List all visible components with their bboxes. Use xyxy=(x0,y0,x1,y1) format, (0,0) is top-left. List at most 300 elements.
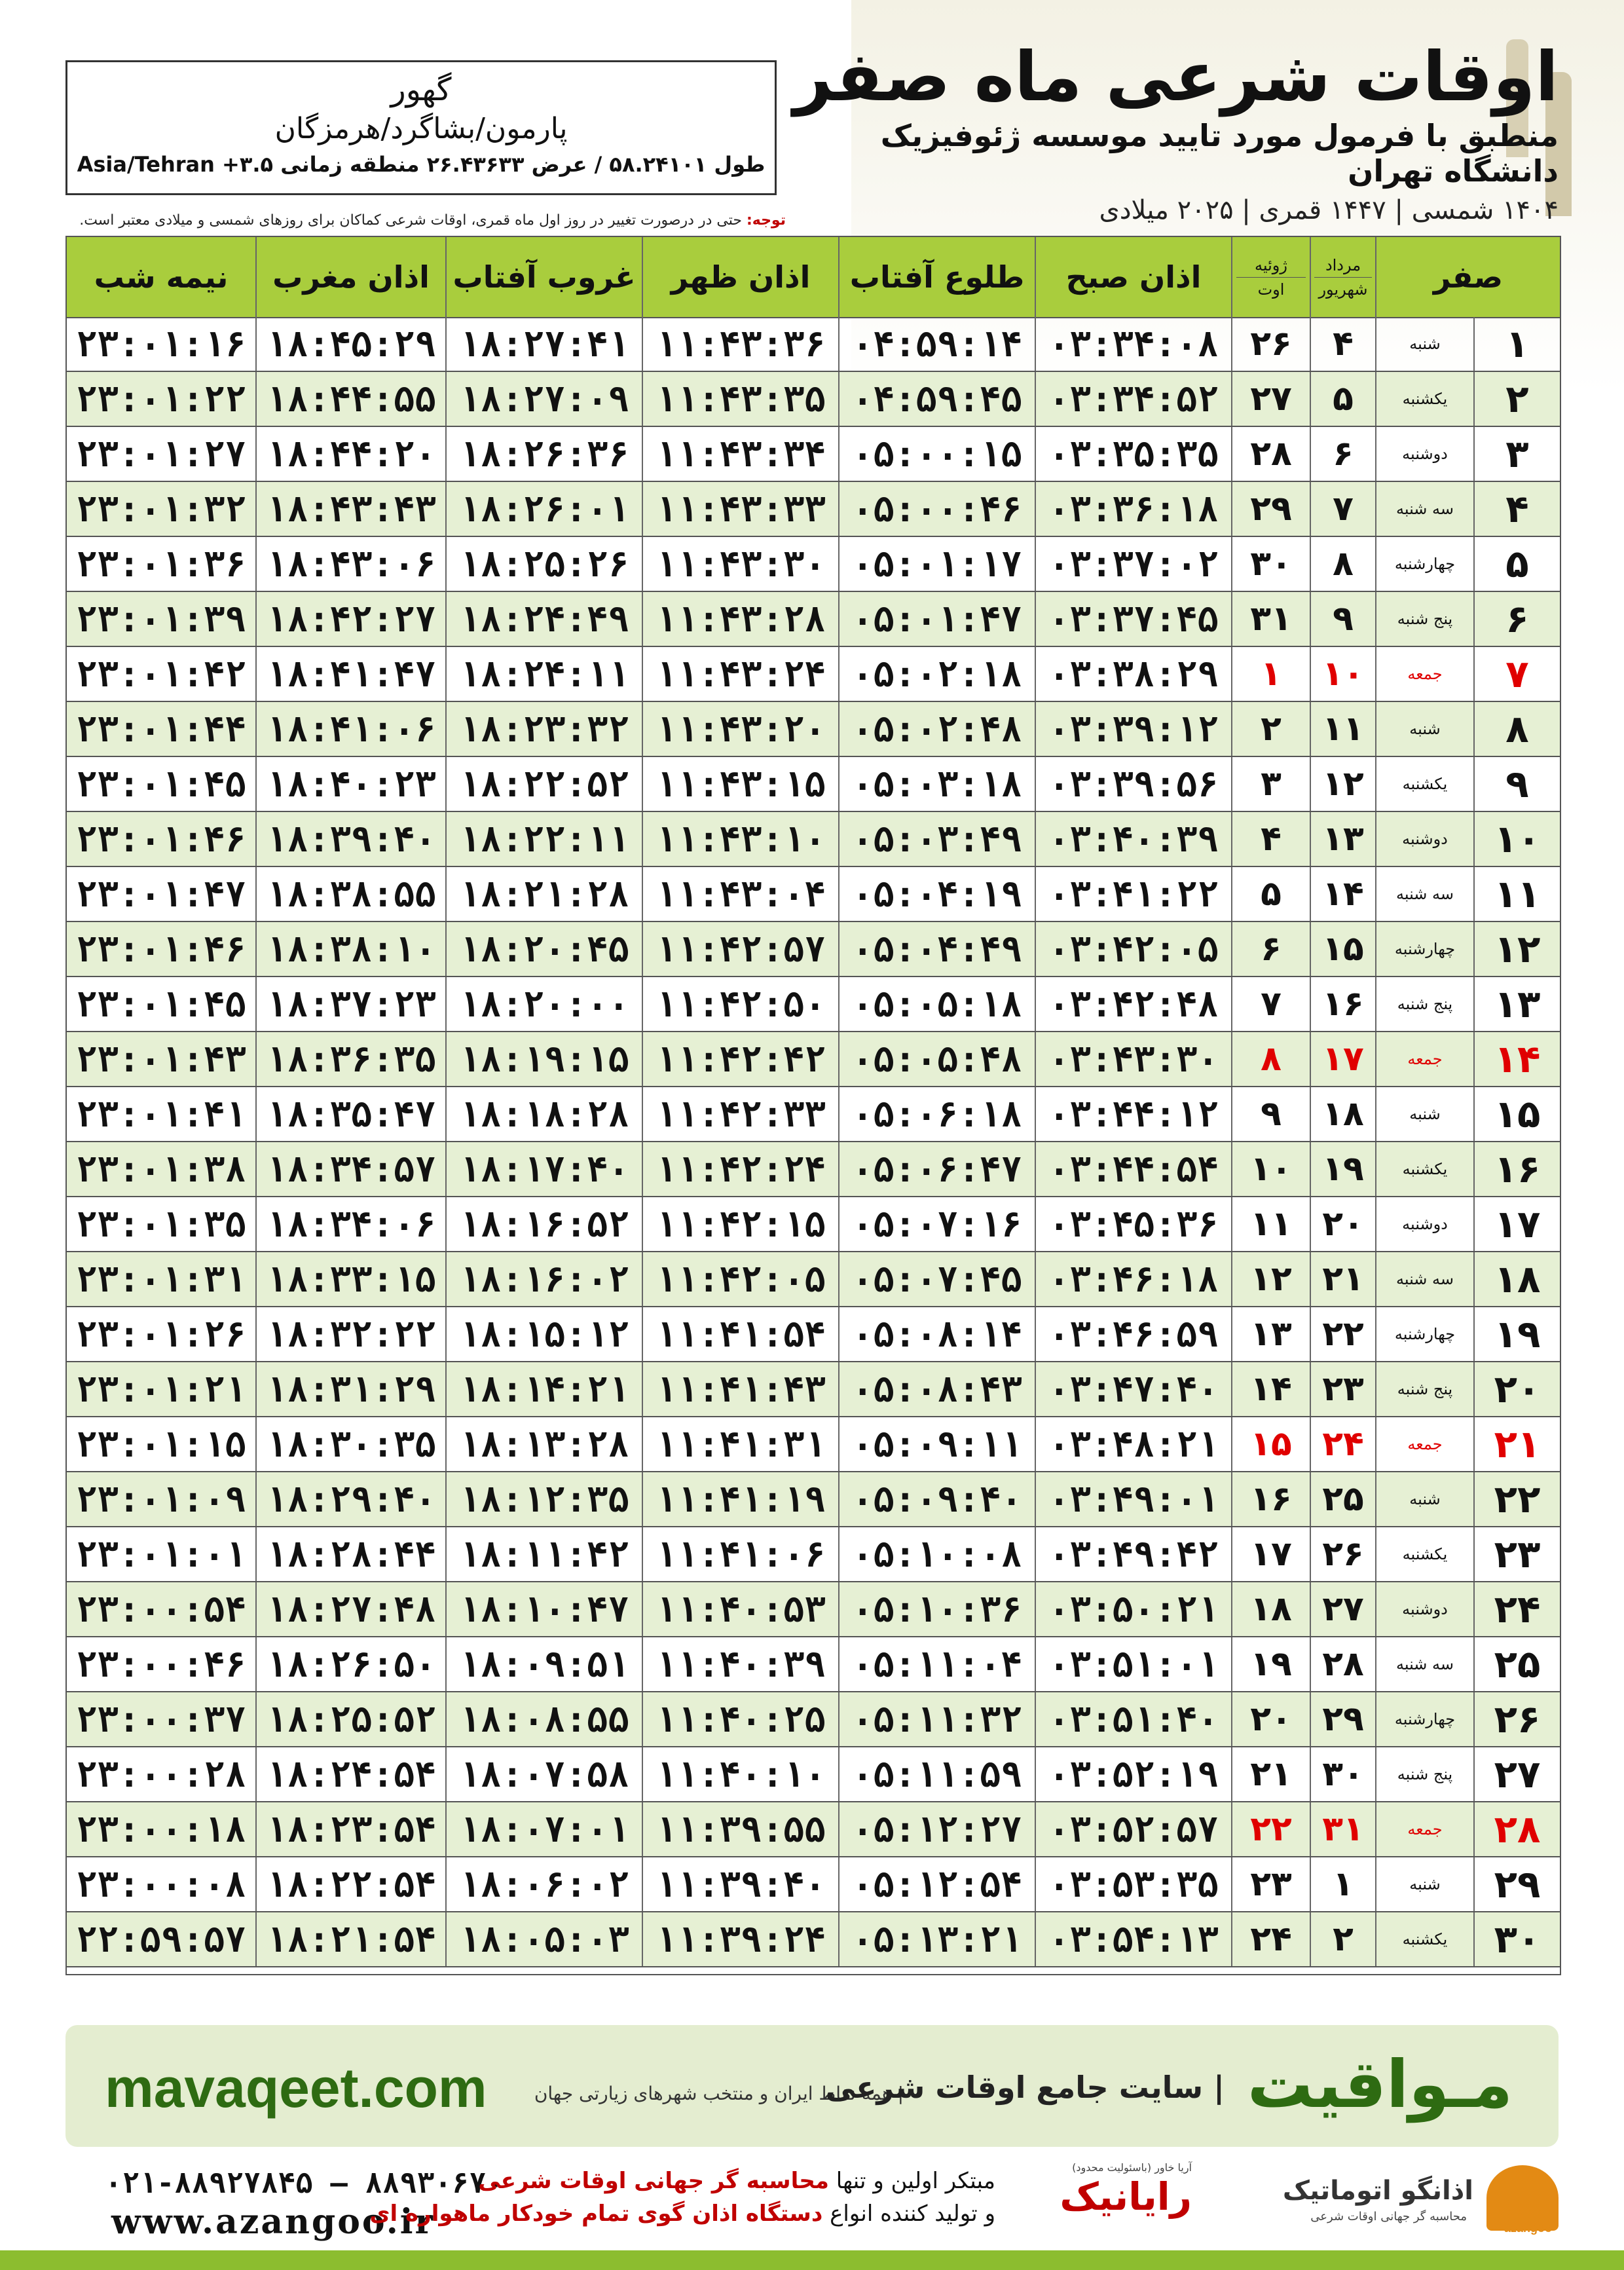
cell-fajr xyxy=(1036,1417,1232,1471)
cell-midnight xyxy=(67,1252,257,1306)
cell-dhuhr-value: ۱۱:۴۳:۱۰ xyxy=(655,818,826,860)
cell-midnight xyxy=(67,702,257,756)
cell-fajr xyxy=(1036,317,1232,371)
banner-description: | همه نقاط ایران و منتخب شهرهای زیارتی جهان xyxy=(534,2083,904,2104)
mavaqeet-banner xyxy=(65,2025,1559,2147)
cell-sh xyxy=(1311,1637,1376,1691)
cell-wd xyxy=(1376,812,1475,866)
cell-sunset xyxy=(447,647,643,701)
cell-sunrise-value: ۰۵:۰۲:۱۸ xyxy=(851,653,1023,695)
cell-midnight-value: ۲۳:۰۱:۲۶ xyxy=(75,1313,247,1355)
cell-maghrib xyxy=(257,1307,447,1361)
cell-dhuhr xyxy=(643,1912,840,1966)
coordinates: طول ۵۸.۲۴۱۰۱ / عرض ۲۶.۴۳۶۳۳ منطقه زمانی ۳.۵+ Asia/Tehran xyxy=(77,152,766,177)
azangoo-logo-icon xyxy=(1486,2165,1559,2231)
cell-dhuhr xyxy=(643,867,840,921)
cell-midnight-value: ۲۳:۰۰:۴۶ xyxy=(75,1643,247,1685)
cell-fajr-value: ۰۳:۴۵:۳۶ xyxy=(1048,1203,1219,1245)
cell-wd-value: چهارشنبه xyxy=(1394,1710,1456,1728)
cell-ml xyxy=(1232,1582,1311,1636)
cell-d xyxy=(1475,1142,1560,1196)
cell-fajr-value: ۰۳:۴۰:۳۹ xyxy=(1048,818,1219,860)
cell-maghrib xyxy=(257,1472,447,1526)
cell-d xyxy=(1475,372,1560,426)
cell-wd-value: یکشنبه xyxy=(1402,1160,1448,1178)
cell-maghrib-value: ۱۸:۲۹:۴۰ xyxy=(265,1478,437,1520)
cell-wd xyxy=(1376,482,1475,536)
cell-midnight xyxy=(67,1417,257,1471)
cell-midnight-value: ۲۳:۰۱:۲۱ xyxy=(75,1368,247,1410)
cell-wd-value: چهارشنبه xyxy=(1394,940,1456,958)
cell-maghrib-value: ۱۸:۲۵:۵۲ xyxy=(265,1698,437,1740)
cell-wd-value: دوشنبه xyxy=(1402,1600,1448,1618)
cell-fajr xyxy=(1036,1032,1232,1086)
cell-d-value: ۳ xyxy=(1505,432,1529,476)
cell-ml-value: ۹ xyxy=(1261,1094,1282,1134)
table-row xyxy=(67,867,1560,922)
cell-dhuhr-value: ۱۱:۴۰:۳۹ xyxy=(655,1643,826,1685)
cell-sunrise-value: ۰۵:۱۱:۰۴ xyxy=(851,1643,1023,1685)
cell-dhuhr-value: ۱۱:۴۰:۱۰ xyxy=(655,1753,826,1795)
bottom-strip xyxy=(0,2250,1624,2270)
cell-sunrise xyxy=(840,1417,1036,1471)
col-sunset: غروب آفتاب xyxy=(447,237,643,317)
cell-sunset xyxy=(447,592,643,646)
cell-sunrise-value: ۰۵:۰۰:۱۵ xyxy=(851,433,1023,475)
cell-sunset-value: ۱۸:۰۶:۰۲ xyxy=(458,1863,630,1905)
cell-ml-value: ۲۲ xyxy=(1250,1810,1292,1849)
cell-sh xyxy=(1311,537,1376,591)
cell-fajr-value: ۰۳:۵۲:۵۷ xyxy=(1048,1808,1219,1850)
cell-sunset xyxy=(447,1692,643,1746)
cell-wd-value: جمعه xyxy=(1407,1050,1443,1068)
cell-sh xyxy=(1311,647,1376,701)
table-row xyxy=(67,1087,1560,1142)
col-dhuhr: اذان ظهر xyxy=(643,237,840,317)
cell-dhuhr-value: ۱۱:۴۱:۴۳ xyxy=(655,1368,826,1410)
cell-dhuhr-value: ۱۱:۴۳:۰۴ xyxy=(655,873,826,915)
cell-sh-value: ۱۶ xyxy=(1322,984,1364,1024)
cell-midnight xyxy=(67,1692,257,1746)
cell-sunset xyxy=(447,1912,643,1966)
azangoo-logo-label: azangoo xyxy=(1504,2222,1552,2235)
table-row xyxy=(67,537,1560,592)
cell-ml xyxy=(1232,757,1311,811)
cell-d-value: ۴ xyxy=(1505,487,1529,531)
cell-midnight-value: ۲۳:۰۱:۴۶ xyxy=(75,928,247,970)
cell-midnight xyxy=(67,482,257,536)
cell-maghrib xyxy=(257,977,447,1031)
banner-slogan: | سایت جامع اوقات شرعی xyxy=(825,2070,1225,2105)
cell-ml-value: ۱۷ xyxy=(1250,1535,1292,1574)
cell-wd-value: پنج شنبه xyxy=(1397,995,1453,1013)
cell-sh-value: ۲۳ xyxy=(1322,1369,1364,1409)
cell-sh-value: ۲ xyxy=(1333,1920,1354,1959)
cell-dhuhr-value: ۱۱:۴۱:۰۶ xyxy=(655,1533,826,1575)
cell-maghrib-value: ۱۸:۳۰:۳۵ xyxy=(265,1423,437,1465)
cell-sh xyxy=(1311,1087,1376,1141)
azangoo-url[interactable]: www.azangoo.ir xyxy=(111,2202,435,2242)
table-row xyxy=(67,1142,1560,1197)
cell-fajr-value: ۰۳:۳۵:۳۵ xyxy=(1048,433,1219,475)
cell-sunrise-value: ۰۵:۱۱:۳۲ xyxy=(851,1698,1023,1740)
promo-2-highlight: دستگاه اذان گوی تمام خودکار ماهواره ای xyxy=(369,2201,823,2227)
cell-sunrise-value: ۰۵:۰۶:۴۷ xyxy=(851,1148,1023,1190)
cell-ml xyxy=(1232,647,1311,701)
cell-wd-value: سه شنبه xyxy=(1395,885,1454,903)
cell-fajr xyxy=(1036,977,1232,1031)
cell-dhuhr-value: ۱۱:۴۲:۱۵ xyxy=(655,1203,826,1245)
cell-sunrise-value: ۰۵:۱۰:۳۶ xyxy=(851,1588,1023,1630)
cell-sunrise-value: ۰۵:۰۵:۴۸ xyxy=(851,1038,1023,1080)
cell-d-value: ۱۷ xyxy=(1494,1202,1541,1246)
cell-wd-value: دوشنبه xyxy=(1402,1215,1448,1233)
cell-ml-value: ۱۵ xyxy=(1250,1424,1292,1464)
cell-ml xyxy=(1232,482,1311,536)
cell-d xyxy=(1475,1417,1560,1471)
cell-ml xyxy=(1232,1252,1311,1306)
cell-wd-value: یکشنبه xyxy=(1402,775,1448,793)
cell-ml xyxy=(1232,1472,1311,1526)
cell-ml xyxy=(1232,592,1311,646)
cell-sh xyxy=(1311,372,1376,426)
cell-sunrise xyxy=(840,1362,1036,1416)
cell-dhuhr xyxy=(643,1087,840,1141)
bottom-info xyxy=(65,2161,1559,2240)
cell-dhuhr-value: ۱۱:۴۳:۲۰ xyxy=(655,708,826,750)
cell-midnight-value: ۲۳:۰۱:۳۸ xyxy=(75,1148,247,1190)
cell-ml-value: ۳ xyxy=(1261,764,1282,804)
cell-wd xyxy=(1376,1802,1475,1856)
cell-maghrib xyxy=(257,702,447,756)
cell-ml-value: ۱۲ xyxy=(1250,1259,1292,1299)
promo-1-text: مبتکر اولین و تنها xyxy=(836,2168,995,2194)
cell-sunrise xyxy=(840,1252,1036,1306)
cell-dhuhr-value: ۱۱:۴۳:۳۰ xyxy=(655,543,826,585)
cell-ml xyxy=(1232,1087,1311,1141)
col-maghrib: اذان مغرب xyxy=(257,237,447,317)
cell-sunrise xyxy=(840,1637,1036,1691)
cell-sunset-value: ۱۸:۱۴:۲۱ xyxy=(458,1368,630,1410)
cell-sunset-value: ۱۸:۲۰:۴۵ xyxy=(458,928,630,970)
cell-maghrib-value: ۱۸:۳۲:۲۲ xyxy=(265,1313,437,1355)
cell-ml-value: ۲۰ xyxy=(1250,1700,1292,1739)
cell-sh xyxy=(1311,867,1376,921)
phone-numbers: ۰۲۱-۸۸۹۲۷۸۴۵ – ۸۸۹۳۰۶۷۰ xyxy=(105,2167,504,2200)
col-shamsi-bottom: شهریور xyxy=(1318,280,1368,299)
cell-sunset xyxy=(447,1472,643,1526)
cell-maghrib-value: ۱۸:۴۳:۰۶ xyxy=(265,543,437,585)
cell-sh xyxy=(1311,702,1376,756)
cell-d-value: ۲۳ xyxy=(1494,1532,1541,1576)
cell-maghrib xyxy=(257,1582,447,1636)
promo-line-2 xyxy=(369,2201,995,2227)
cell-d xyxy=(1475,1472,1560,1526)
cell-dhuhr-value: ۱۱:۴۲:۲۴ xyxy=(655,1148,826,1190)
table-row xyxy=(67,1582,1560,1637)
cell-sunrise-value: ۰۵:۰۹:۱۱ xyxy=(851,1423,1023,1465)
cell-d-value: ۱۴ xyxy=(1494,1037,1541,1081)
cell-midnight xyxy=(67,647,257,701)
cell-maghrib xyxy=(257,1912,447,1966)
cell-fajr xyxy=(1036,702,1232,756)
cell-maghrib-value: ۱۸:۳۴:۰۶ xyxy=(265,1203,437,1245)
cell-ml-value: ۱۱ xyxy=(1250,1204,1292,1244)
cell-dhuhr xyxy=(643,537,840,591)
city-name: گهور xyxy=(390,71,452,108)
cell-fajr-value: ۰۳:۴۹:۴۲ xyxy=(1048,1533,1219,1575)
cell-dhuhr xyxy=(643,702,840,756)
cell-dhuhr-value: ۱۱:۳۹:۵۵ xyxy=(655,1808,826,1850)
table-row xyxy=(67,1692,1560,1747)
cell-maghrib xyxy=(257,1142,447,1196)
col-fajr: اذان صبح xyxy=(1036,237,1232,317)
cell-maghrib xyxy=(257,1032,447,1086)
cell-wd xyxy=(1376,372,1475,426)
cell-sunrise-value: ۰۵:۰۸:۴۳ xyxy=(851,1368,1023,1410)
cell-sh xyxy=(1311,1802,1376,1856)
cell-sunset xyxy=(447,1252,643,1306)
cell-midnight xyxy=(67,1197,257,1251)
cell-dhuhr xyxy=(643,1252,840,1306)
cell-sunset xyxy=(447,1527,643,1581)
prayer-times-table xyxy=(65,236,1561,1975)
cell-sh-value: ۱۴ xyxy=(1322,874,1364,914)
cell-ml-value: ۱۹ xyxy=(1250,1645,1292,1684)
note-text: حتی در درصورت تغییر در روز اول ماه قمری، اوقات شرعی کماکان برای روزهای شمسی و میلادی معتبر است. xyxy=(79,212,742,229)
cell-sunset xyxy=(447,1637,643,1691)
cell-sunset xyxy=(447,757,643,811)
cell-fajr xyxy=(1036,1472,1232,1526)
cell-sunset-value: ۱۸:۲۴:۱۱ xyxy=(458,653,630,695)
cell-sunset-value: ۱۸:۲۳:۳۲ xyxy=(458,708,630,750)
cell-sh-value: ۲۶ xyxy=(1322,1535,1364,1574)
cell-maghrib-value: ۱۸:۳۵:۴۷ xyxy=(265,1093,437,1135)
cell-dhuhr xyxy=(643,1417,840,1471)
cell-midnight xyxy=(67,1912,257,1966)
cell-midnight-value: ۲۳:۰۱:۴۵ xyxy=(75,983,247,1025)
cell-ml-value: ۱۳ xyxy=(1250,1314,1292,1354)
cell-maghrib xyxy=(257,1362,447,1416)
cell-wd xyxy=(1376,317,1475,371)
cell-d-value: ۱ xyxy=(1505,322,1529,366)
cell-wd xyxy=(1376,1087,1475,1141)
cell-fajr xyxy=(1036,867,1232,921)
cell-d xyxy=(1475,537,1560,591)
cell-wd-value: دوشنبه xyxy=(1402,830,1448,848)
promo-1-highlight: محاسبه گر جهانی اوقات شرعی xyxy=(478,2168,829,2194)
cell-sunrise xyxy=(840,1692,1036,1746)
cell-wd xyxy=(1376,1912,1475,1966)
cell-sh-value: ۲۸ xyxy=(1322,1645,1364,1684)
cell-maghrib xyxy=(257,1692,447,1746)
cell-sunset-value: ۱۸:۲۶:۳۶ xyxy=(458,433,630,475)
cell-sunset-value: ۱۸:۱۶:۰۲ xyxy=(458,1258,630,1300)
cell-maghrib-value: ۱۸:۳۸:۱۰ xyxy=(265,928,437,970)
cell-ml-value: ۲۸ xyxy=(1250,434,1292,474)
cell-dhuhr-value: ۱۱:۴۲:۵۰ xyxy=(655,983,826,1025)
cell-sh xyxy=(1311,977,1376,1031)
cell-sunrise-value: ۰۴:۵۹:۱۴ xyxy=(851,323,1023,365)
cell-fajr xyxy=(1036,1527,1232,1581)
cell-maghrib-value: ۱۸:۴۲:۲۷ xyxy=(265,598,437,640)
cell-fajr xyxy=(1036,537,1232,591)
cell-wd-value: پنج شنبه xyxy=(1397,1765,1453,1783)
cell-fajr-value: ۰۳:۵۱:۰۱ xyxy=(1048,1643,1219,1685)
cell-ml-value: ۳۱ xyxy=(1250,599,1292,639)
table-row xyxy=(67,1912,1560,1967)
table-row xyxy=(67,482,1560,537)
cell-sunset xyxy=(447,1747,643,1801)
cell-wd xyxy=(1376,977,1475,1031)
cell-sh xyxy=(1311,1197,1376,1251)
cell-fajr xyxy=(1036,757,1232,811)
cell-sunrise-value: ۰۵:۰۴:۱۹ xyxy=(851,873,1023,915)
cell-sunrise xyxy=(840,977,1036,1031)
cell-wd-value: یکشنبه xyxy=(1402,1930,1448,1948)
col-miladi-bottom: اوت xyxy=(1257,280,1285,299)
cell-ml xyxy=(1232,427,1311,481)
cell-wd xyxy=(1376,1582,1475,1636)
cell-midnight-value: ۲۳:۰۱:۳۶ xyxy=(75,543,247,585)
cell-fajr xyxy=(1036,482,1232,536)
cell-sunset-value: ۱۸:۲۴:۴۹ xyxy=(458,598,630,640)
cell-sunset-value: ۱۸:۲۶:۰۱ xyxy=(458,488,630,530)
table-row xyxy=(67,1252,1560,1307)
cell-ml xyxy=(1232,1637,1311,1691)
cell-dhuhr xyxy=(643,1307,840,1361)
cell-dhuhr xyxy=(643,427,840,481)
cell-d xyxy=(1475,1087,1560,1141)
cell-sh-value: ۲۹ xyxy=(1322,1700,1364,1739)
cell-maghrib-value: ۱۸:۴۱:۴۷ xyxy=(265,653,437,695)
cell-sunrise xyxy=(840,1472,1036,1526)
cell-sunset-value: ۱۸:۱۳:۲۸ xyxy=(458,1423,630,1465)
cell-midnight xyxy=(67,317,257,371)
cell-fajr xyxy=(1036,1197,1232,1251)
city-area: پارمون/بشاگرد/هرمزگان xyxy=(274,112,568,145)
cell-midnight-value: ۲۳:۰۱:۴۶ xyxy=(75,818,247,860)
cell-d-value: ۱۰ xyxy=(1494,817,1541,861)
cell-d xyxy=(1475,812,1560,866)
cell-d-value: ۲۲ xyxy=(1494,1477,1541,1521)
cell-sh-value: ۱۳ xyxy=(1322,819,1364,859)
cell-midnight-value: ۲۳:۰۱:۴۵ xyxy=(75,763,247,805)
cell-midnight-value: ۲۳:۰۱:۳۲ xyxy=(75,488,247,530)
cell-wd-value: جمعه xyxy=(1407,1435,1443,1453)
cell-sunrise xyxy=(840,1032,1036,1086)
site-url[interactable]: mavaqeet.com xyxy=(105,2057,487,2119)
cell-sunset-value: ۱۸:۱۷:۴۰ xyxy=(458,1148,630,1190)
cell-sh xyxy=(1311,1362,1376,1416)
cell-sunset xyxy=(447,372,643,426)
cell-fajr-value: ۰۳:۴۴:۵۴ xyxy=(1048,1148,1219,1190)
note-label: توجه: xyxy=(746,212,786,229)
cell-wd xyxy=(1376,1527,1475,1581)
cell-ml xyxy=(1232,812,1311,866)
cell-sunset xyxy=(447,977,643,1031)
cell-ml-value: ۲۹ xyxy=(1250,489,1292,529)
cell-ml-value: ۱۴ xyxy=(1250,1369,1292,1409)
cell-fajr-value: ۰۳:۵۰:۲۱ xyxy=(1048,1588,1219,1630)
cell-dhuhr-value: ۱۱:۴۲:۵۷ xyxy=(655,928,826,970)
cell-wd-value: سه شنبه xyxy=(1395,500,1454,518)
page-header xyxy=(773,39,1559,225)
table-row xyxy=(67,647,1560,702)
cell-d xyxy=(1475,1197,1560,1251)
cell-fajr xyxy=(1036,1912,1232,1966)
cell-sunset-value: ۱۸:۰۵:۰۳ xyxy=(458,1918,630,1960)
cell-d xyxy=(1475,427,1560,481)
cell-wd-value: یکشنبه xyxy=(1402,390,1448,408)
cell-midnight-value: ۲۳:۰۱:۳۹ xyxy=(75,598,247,640)
cell-fajr xyxy=(1036,372,1232,426)
cell-sh xyxy=(1311,1142,1376,1196)
cell-ml xyxy=(1232,537,1311,591)
cell-dhuhr-value: ۱۱:۴۳:۳۵ xyxy=(655,378,826,420)
cell-maghrib xyxy=(257,1527,447,1581)
cell-midnight xyxy=(67,1637,257,1691)
cell-d xyxy=(1475,1912,1560,1966)
cell-fajr xyxy=(1036,1637,1232,1691)
cell-dhuhr-value: ۱۱:۳۹:۴۰ xyxy=(655,1863,826,1905)
cell-wd-value: شنبه xyxy=(1409,1490,1441,1508)
cell-sunset-value: ۱۸:۲۵:۲۶ xyxy=(458,543,630,585)
cell-sunset xyxy=(447,1142,643,1196)
cell-sunset-value: ۱۸:۰۸:۵۵ xyxy=(458,1698,630,1740)
cell-maghrib-value: ۱۸:۲۴:۵۴ xyxy=(265,1753,437,1795)
cell-sh-value: ۳۰ xyxy=(1322,1755,1364,1794)
cell-dhuhr xyxy=(643,372,840,426)
cell-sh xyxy=(1311,317,1376,371)
cell-fajr xyxy=(1036,1692,1232,1746)
cell-maghrib xyxy=(257,647,447,701)
cell-wd-value: شنبه xyxy=(1409,720,1441,738)
location-box xyxy=(65,60,777,195)
cell-midnight-value: ۲۳:۰۱:۴۳ xyxy=(75,1038,247,1080)
brand-logo: مـواقیت xyxy=(1247,2046,1513,2123)
cell-dhuhr xyxy=(643,647,840,701)
cell-d-value: ۲۴ xyxy=(1494,1587,1541,1631)
cell-ml xyxy=(1232,1307,1311,1361)
cell-sunrise-value: ۰۵:۰۳:۴۹ xyxy=(851,818,1023,860)
cell-maghrib-value: ۱۸:۴۴:۲۰ xyxy=(265,433,437,475)
cell-dhuhr xyxy=(643,317,840,371)
col-midnight: نیمه شب xyxy=(67,237,257,317)
table-row xyxy=(67,1197,1560,1252)
cell-fajr xyxy=(1036,1582,1232,1636)
cell-sunrise-value: ۰۵:۰۷:۱۶ xyxy=(851,1203,1023,1245)
cell-sunset-value: ۱۸:۰۷:۵۸ xyxy=(458,1753,630,1795)
cell-sunrise-value: ۰۵:۰۴:۴۹ xyxy=(851,928,1023,970)
cell-d-value: ۲ xyxy=(1505,377,1529,421)
cell-sunset-value: ۱۸:۱۰:۴۷ xyxy=(458,1588,630,1630)
cell-sunset xyxy=(447,427,643,481)
cell-sunset-value: ۱۸:۲۰:۰۰ xyxy=(458,983,630,1025)
cell-midnight xyxy=(67,1307,257,1361)
table-row xyxy=(67,702,1560,757)
cell-sunset xyxy=(447,1307,643,1361)
cell-dhuhr xyxy=(643,1142,840,1196)
cell-d xyxy=(1475,1252,1560,1306)
cell-midnight xyxy=(67,1527,257,1581)
cell-sunset xyxy=(447,1802,643,1856)
col-month: صفر xyxy=(1433,259,1504,295)
cell-sh xyxy=(1311,1472,1376,1526)
cell-sh-value: ۹ xyxy=(1333,599,1354,639)
cell-sunrise xyxy=(840,647,1036,701)
cell-d xyxy=(1475,317,1560,371)
